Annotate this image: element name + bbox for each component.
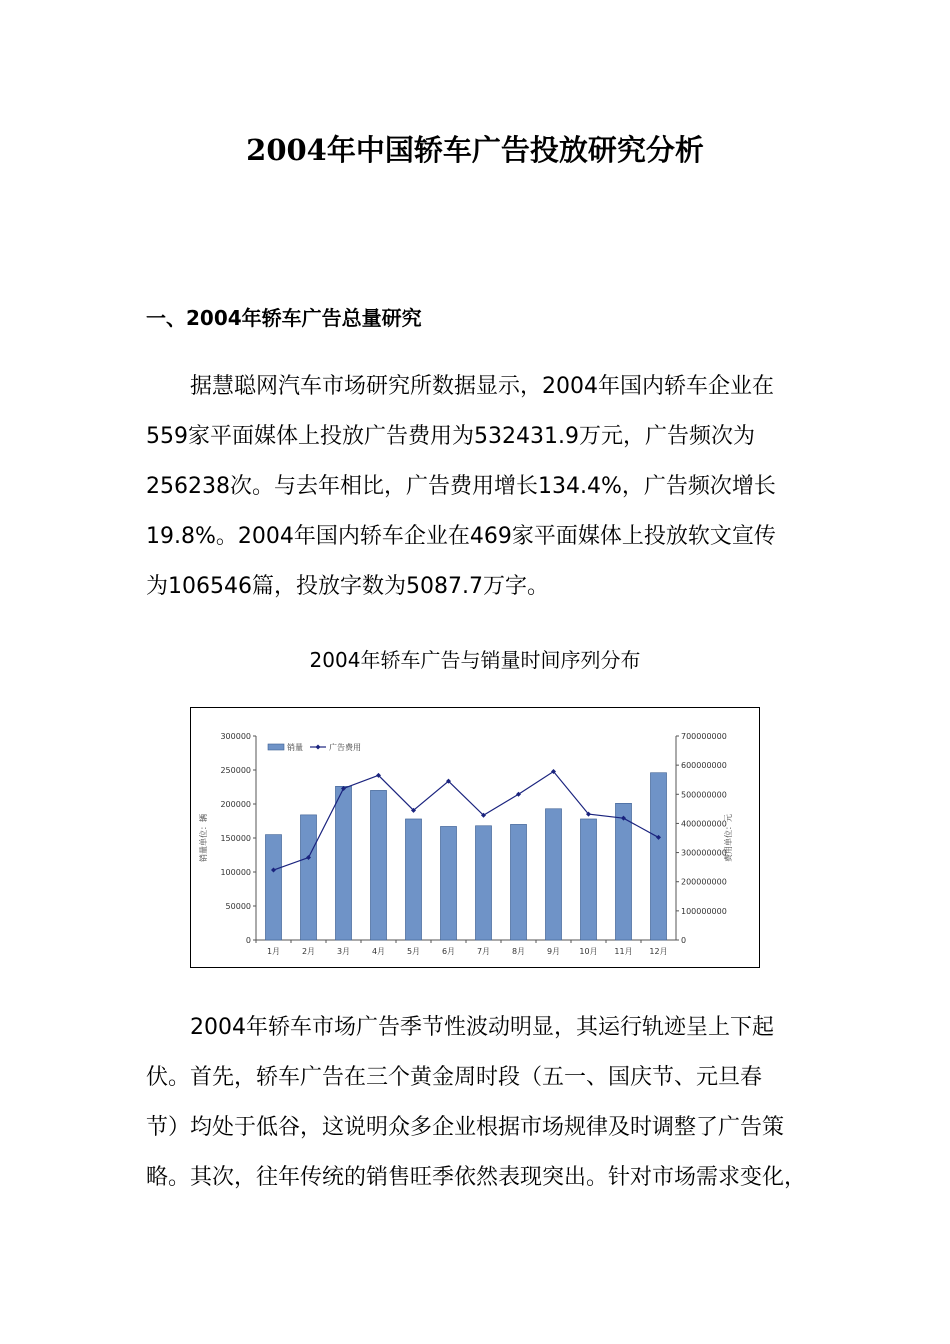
right-tick-label: 700000000 [681, 732, 727, 741]
left-tick-label: 50000 [225, 902, 251, 911]
sales-bar [545, 809, 561, 940]
x-tick-label: 3月 [336, 947, 351, 956]
paragraph-line: 为106546篇，投放字数为5087.7万字。 [146, 574, 549, 599]
paragraph-line: 19.8%。2004年国内轿车企业在469家平面媒体上投放软文宣传 [146, 524, 776, 549]
sales-bar [580, 819, 596, 940]
x-tick-label: 2月 [301, 947, 316, 956]
left-tick-label: 200000 [220, 800, 251, 809]
left-tick-label: 150000 [220, 834, 251, 843]
legend-bar-swatch [268, 744, 284, 750]
right-tick-label: 600000000 [681, 761, 727, 771]
sales-bar [475, 826, 491, 940]
right-tick-label: 400000000 [681, 819, 727, 829]
left-tick-label: 100000 [220, 868, 251, 877]
sales-bar [335, 786, 351, 940]
left-tick-label: 250000 [220, 766, 251, 775]
x-tick-label: 8月 [511, 947, 526, 956]
left-tick-label: 300000 [220, 732, 251, 741]
right-tick-label: 0 [681, 936, 687, 945]
sales-bar [300, 815, 316, 940]
legend-sales-label: 销量 [287, 743, 303, 752]
paragraph-line: 节）均处于低谷，这说明众多企业根据市场规律及时调整了广告策 [146, 1115, 785, 1140]
section-heading: 一、2004年轿车广告总量研究 [146, 306, 422, 330]
legend-ad-label: 广告费用 [329, 743, 361, 752]
document-title: 2004年中国轿车广告投放研究分析 [246, 133, 704, 167]
paragraph-line: 559家平面媒体上投放广告费用为532431.9万元，广告频次为 [146, 424, 755, 449]
x-tick-label: 10月 [579, 947, 598, 956]
sales-bar [510, 824, 526, 940]
sales-bar [615, 803, 631, 940]
sales-bar [440, 826, 456, 940]
paragraph-line: 据慧聪网汽车市场研究所数据显示，2004年国内轿车企业在 [190, 374, 774, 399]
y2-axis-title: 费用单位：元 [724, 814, 733, 862]
ad-spend-line [274, 772, 659, 871]
x-tick-label: 9月 [546, 947, 561, 956]
left-tick-label: 0 [245, 936, 251, 945]
right-tick-label: 300000000 [681, 848, 727, 858]
paragraph-line: 伏。首先，轿车广告在三个黄金周时段（五一、国庆节、元旦春 [146, 1065, 763, 1090]
right-tick-label: 500000000 [681, 790, 727, 800]
intro-paragraph [146, 362, 826, 612]
paragraph-line: 256238次。与去年相比，广告费用增长134.4%，广告频次增长 [146, 474, 776, 499]
x-tick-label: 4月 [371, 947, 386, 956]
x-tick-label: 11月 [614, 947, 633, 956]
sales-bar [650, 773, 666, 940]
sales-bar [265, 835, 281, 940]
chart-frame [190, 707, 760, 968]
x-tick-label: 5月 [406, 947, 421, 956]
x-tick-label: 6月 [441, 947, 456, 956]
x-tick-label: 1月 [266, 947, 281, 956]
y-axis-title: 销量单位：辆 [199, 814, 208, 862]
sales-bar [370, 790, 386, 940]
right-tick-label: 100000000 [681, 906, 727, 916]
x-tick-label: 7月 [476, 947, 491, 956]
sales-bar [405, 819, 421, 940]
analysis-paragraph [146, 1003, 826, 1203]
paragraph-line: 2004年轿车市场广告季节性波动明显，其运行轨迹呈上下起 [190, 1015, 774, 1040]
chart-caption: 2004年轿车广告与销量时间序列分布 [309, 648, 641, 672]
sales-ad-chart [191, 708, 759, 967]
paragraph-line: 略。其次，往年传统的销售旺季依然表现突出。针对市场需求变化， [146, 1165, 807, 1190]
x-tick-label: 12月 [649, 947, 668, 956]
right-tick-label: 200000000 [681, 877, 727, 887]
legend-line-marker [316, 745, 321, 750]
